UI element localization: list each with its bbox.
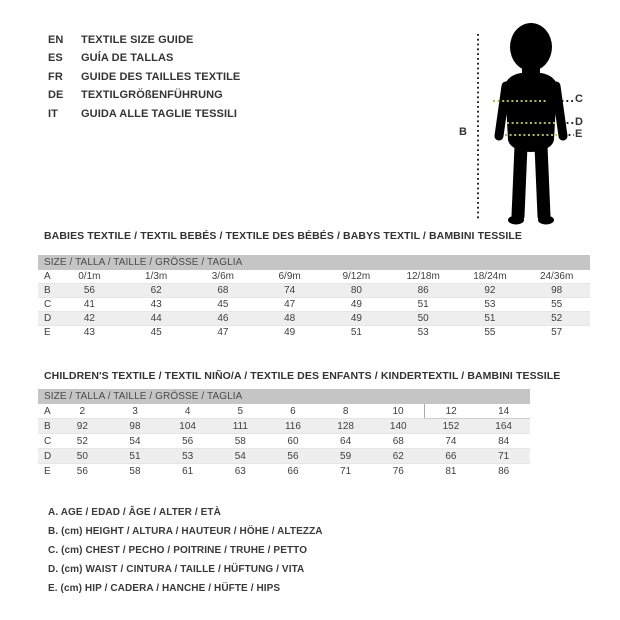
size-cell: 61	[161, 464, 214, 479]
size-cell: 58	[109, 464, 162, 479]
table-row	[38, 298, 590, 312]
language-title-row	[48, 49, 240, 67]
size-cell: 104	[161, 419, 214, 434]
table-row	[38, 312, 590, 326]
size-cell: 71	[477, 449, 530, 464]
language-code: DE	[48, 89, 64, 102]
legend-line: A. AGE / EDAD / ÂGE / ALTER / ETÀ	[48, 507, 221, 518]
size-cell: 54	[214, 449, 267, 464]
size-cell: 81	[425, 464, 478, 479]
children-section-title: CHILDREN'S TEXTILE / TEXTIL NIÑO/A / TEXTILE DES ENFANTS / KINDERTEXTIL / BAMBINI TESSILE	[44, 370, 561, 382]
size-cell: 41	[56, 298, 123, 312]
size-cell: 9/12m	[342, 271, 371, 282]
child-silhouette	[455, 20, 595, 230]
size-cell: 48	[256, 312, 323, 326]
size-cell: 56	[56, 464, 109, 479]
size-cell: 8	[342, 405, 349, 417]
table-row	[38, 449, 530, 464]
size-cell: 52	[523, 312, 590, 326]
size-cell: 51	[457, 312, 524, 326]
guide-title: GUIDA ALLE TAGLIE TESSILI	[81, 107, 238, 120]
size-cell: 74	[425, 434, 478, 449]
size-cell: 55	[457, 326, 524, 340]
babies-section-title: BABIES TEXTILE / TEXTIL BEBÉS / TEXTILE DES BÉBÉS / BABYS TEXTIL / BAMBINI TESSILE	[44, 230, 523, 242]
size-cell: 3	[132, 405, 138, 417]
size-cell: 68	[190, 284, 257, 298]
size-cell: 58	[214, 434, 267, 449]
row-label: C	[38, 434, 56, 449]
size-cell: 111	[214, 419, 267, 434]
size-cell: 62	[123, 284, 190, 298]
table-row	[38, 270, 590, 284]
size-header-label: SIZE / TALLA / TAILLE / GRÖSSE / TAGLIA	[38, 255, 590, 270]
row-label: B	[38, 284, 56, 298]
size-cell: 10	[392, 405, 404, 417]
size-cell: 1/3m	[145, 271, 168, 282]
size-cell: 164	[477, 419, 530, 434]
size-cell: 47	[190, 326, 257, 340]
size-cell: 43	[56, 326, 123, 340]
size-cell: 51	[390, 298, 457, 312]
size-cell: 14	[477, 404, 530, 419]
row-label: A	[44, 271, 51, 282]
guide-title: TEXTILE SIZE GUIDE	[81, 34, 194, 46]
size-cell: 24/36m	[539, 271, 574, 282]
size-cell: 12	[425, 404, 478, 419]
size-cell: 76	[372, 464, 425, 479]
row-label: A	[44, 405, 51, 417]
hip-label: E	[575, 128, 583, 140]
legend-line: D. (cm) WAIST / CINTURA / TAILLE / HÜFTUNG / VITA	[48, 564, 305, 575]
size-cell: 53	[161, 449, 214, 464]
waist-label: D	[575, 116, 583, 128]
size-cell: 98	[109, 419, 162, 434]
size-cell: 6	[290, 405, 296, 417]
size-cell: 2	[79, 405, 86, 417]
size-cell: 57	[523, 326, 590, 340]
size-cell: 52	[56, 434, 109, 449]
row-label: E	[38, 464, 56, 479]
size-cell: 92	[457, 284, 524, 298]
row-label: E	[38, 326, 56, 340]
guide-title: TEXTILGRÖßENFÜHRUNG	[81, 89, 223, 102]
size-cell: 42	[56, 312, 123, 326]
size-cell: 59	[319, 449, 372, 464]
guide-title: GUÍA DE TALLAS	[81, 52, 174, 65]
size-cell: 56	[267, 449, 320, 464]
language-code: IT	[48, 107, 58, 120]
size-cell: 86	[477, 464, 530, 479]
size-cell: 45	[123, 326, 190, 340]
size-cell: 63	[214, 464, 267, 479]
size-cell: 5	[237, 405, 244, 417]
size-cell: 74	[256, 284, 323, 298]
size-cell: 53	[457, 298, 524, 312]
size-cell: 62	[372, 449, 425, 464]
size-cell: 49	[256, 326, 323, 340]
size-cell: 45	[190, 298, 257, 312]
size-cell: 56	[56, 284, 123, 298]
size-cell: 140	[372, 419, 425, 434]
size-cell: 128	[319, 419, 372, 434]
children-size-table	[38, 389, 530, 478]
language-title-row	[48, 68, 240, 86]
size-cell: 51	[109, 449, 162, 464]
size-cell: 80	[323, 284, 390, 298]
size-cell: 54	[109, 434, 162, 449]
size-cell: 71	[319, 464, 372, 479]
table-row	[38, 284, 590, 298]
babies-size-table	[38, 255, 590, 339]
size-cell: 47	[256, 298, 323, 312]
size-cell: 43	[123, 298, 190, 312]
language-title-row	[48, 105, 240, 123]
size-cell: 50	[56, 449, 109, 464]
language-code: EN	[48, 34, 64, 46]
measurement-legend	[48, 503, 323, 598]
size-cell: 49	[323, 312, 390, 326]
size-cell: 66	[267, 464, 320, 479]
table-row	[38, 419, 530, 434]
table-row	[38, 404, 530, 419]
legend-line: C. (cm) CHEST / PECHO / POITRINE / TRUHE / PETTO	[48, 545, 308, 556]
size-cell: 92	[56, 419, 109, 434]
table-row	[38, 326, 590, 340]
size-cell: 66	[425, 449, 478, 464]
size-cell: 6/9m	[278, 271, 301, 282]
legend-line: B. (cm) HEIGHT / ALTURA / HAUTEUR / HÖHE / ALTEZZA	[48, 526, 323, 537]
language-code: FR	[48, 70, 63, 83]
size-cell: 50	[390, 312, 457, 326]
size-header-label: SIZE / TALLA / TAILLE / GRÖSSE / TAGLIA	[38, 389, 530, 404]
chest-label: C	[575, 93, 583, 105]
size-cell: 55	[523, 298, 590, 312]
size-header-row	[38, 389, 530, 404]
language-code: ES	[48, 52, 63, 65]
size-cell: 60	[267, 434, 320, 449]
size-cell: 0/1m	[78, 271, 101, 282]
size-cell: 44	[123, 312, 190, 326]
size-cell: 51	[323, 326, 390, 340]
table-row	[38, 434, 530, 449]
size-cell: 46	[190, 312, 257, 326]
size-cell: 56	[161, 434, 214, 449]
size-cell: 53	[390, 326, 457, 340]
guide-title: GUIDE DES TAILLES TEXTILE	[81, 70, 241, 83]
language-title-row	[48, 86, 240, 104]
table-row	[38, 464, 530, 479]
size-cell: 3/6m	[211, 271, 234, 282]
size-cell: 49	[323, 298, 390, 312]
size-cell: 86	[390, 284, 457, 298]
height-label: B	[459, 126, 467, 138]
language-title-row	[48, 31, 240, 49]
size-header-row	[38, 255, 590, 270]
size-cell: 12/18m	[406, 271, 440, 282]
size-cell: 18/24m	[473, 271, 507, 282]
size-cell: 4	[184, 405, 191, 417]
size-cell: 64	[319, 434, 372, 449]
child-measurement-figure	[455, 20, 615, 230]
legend-line: E. (cm) HIP / CADERA / HANCHE / HÜFTE / HIPS	[48, 583, 281, 594]
row-label: D	[38, 449, 56, 464]
size-cell: 84	[477, 434, 530, 449]
language-title-list	[48, 31, 240, 123]
row-label: C	[38, 298, 56, 312]
size-cell: 116	[267, 419, 320, 434]
row-label: D	[38, 312, 56, 326]
size-cell: 98	[523, 284, 590, 298]
size-cell: 152	[425, 419, 478, 434]
size-cell: 68	[372, 434, 425, 449]
row-label: B	[38, 419, 56, 434]
